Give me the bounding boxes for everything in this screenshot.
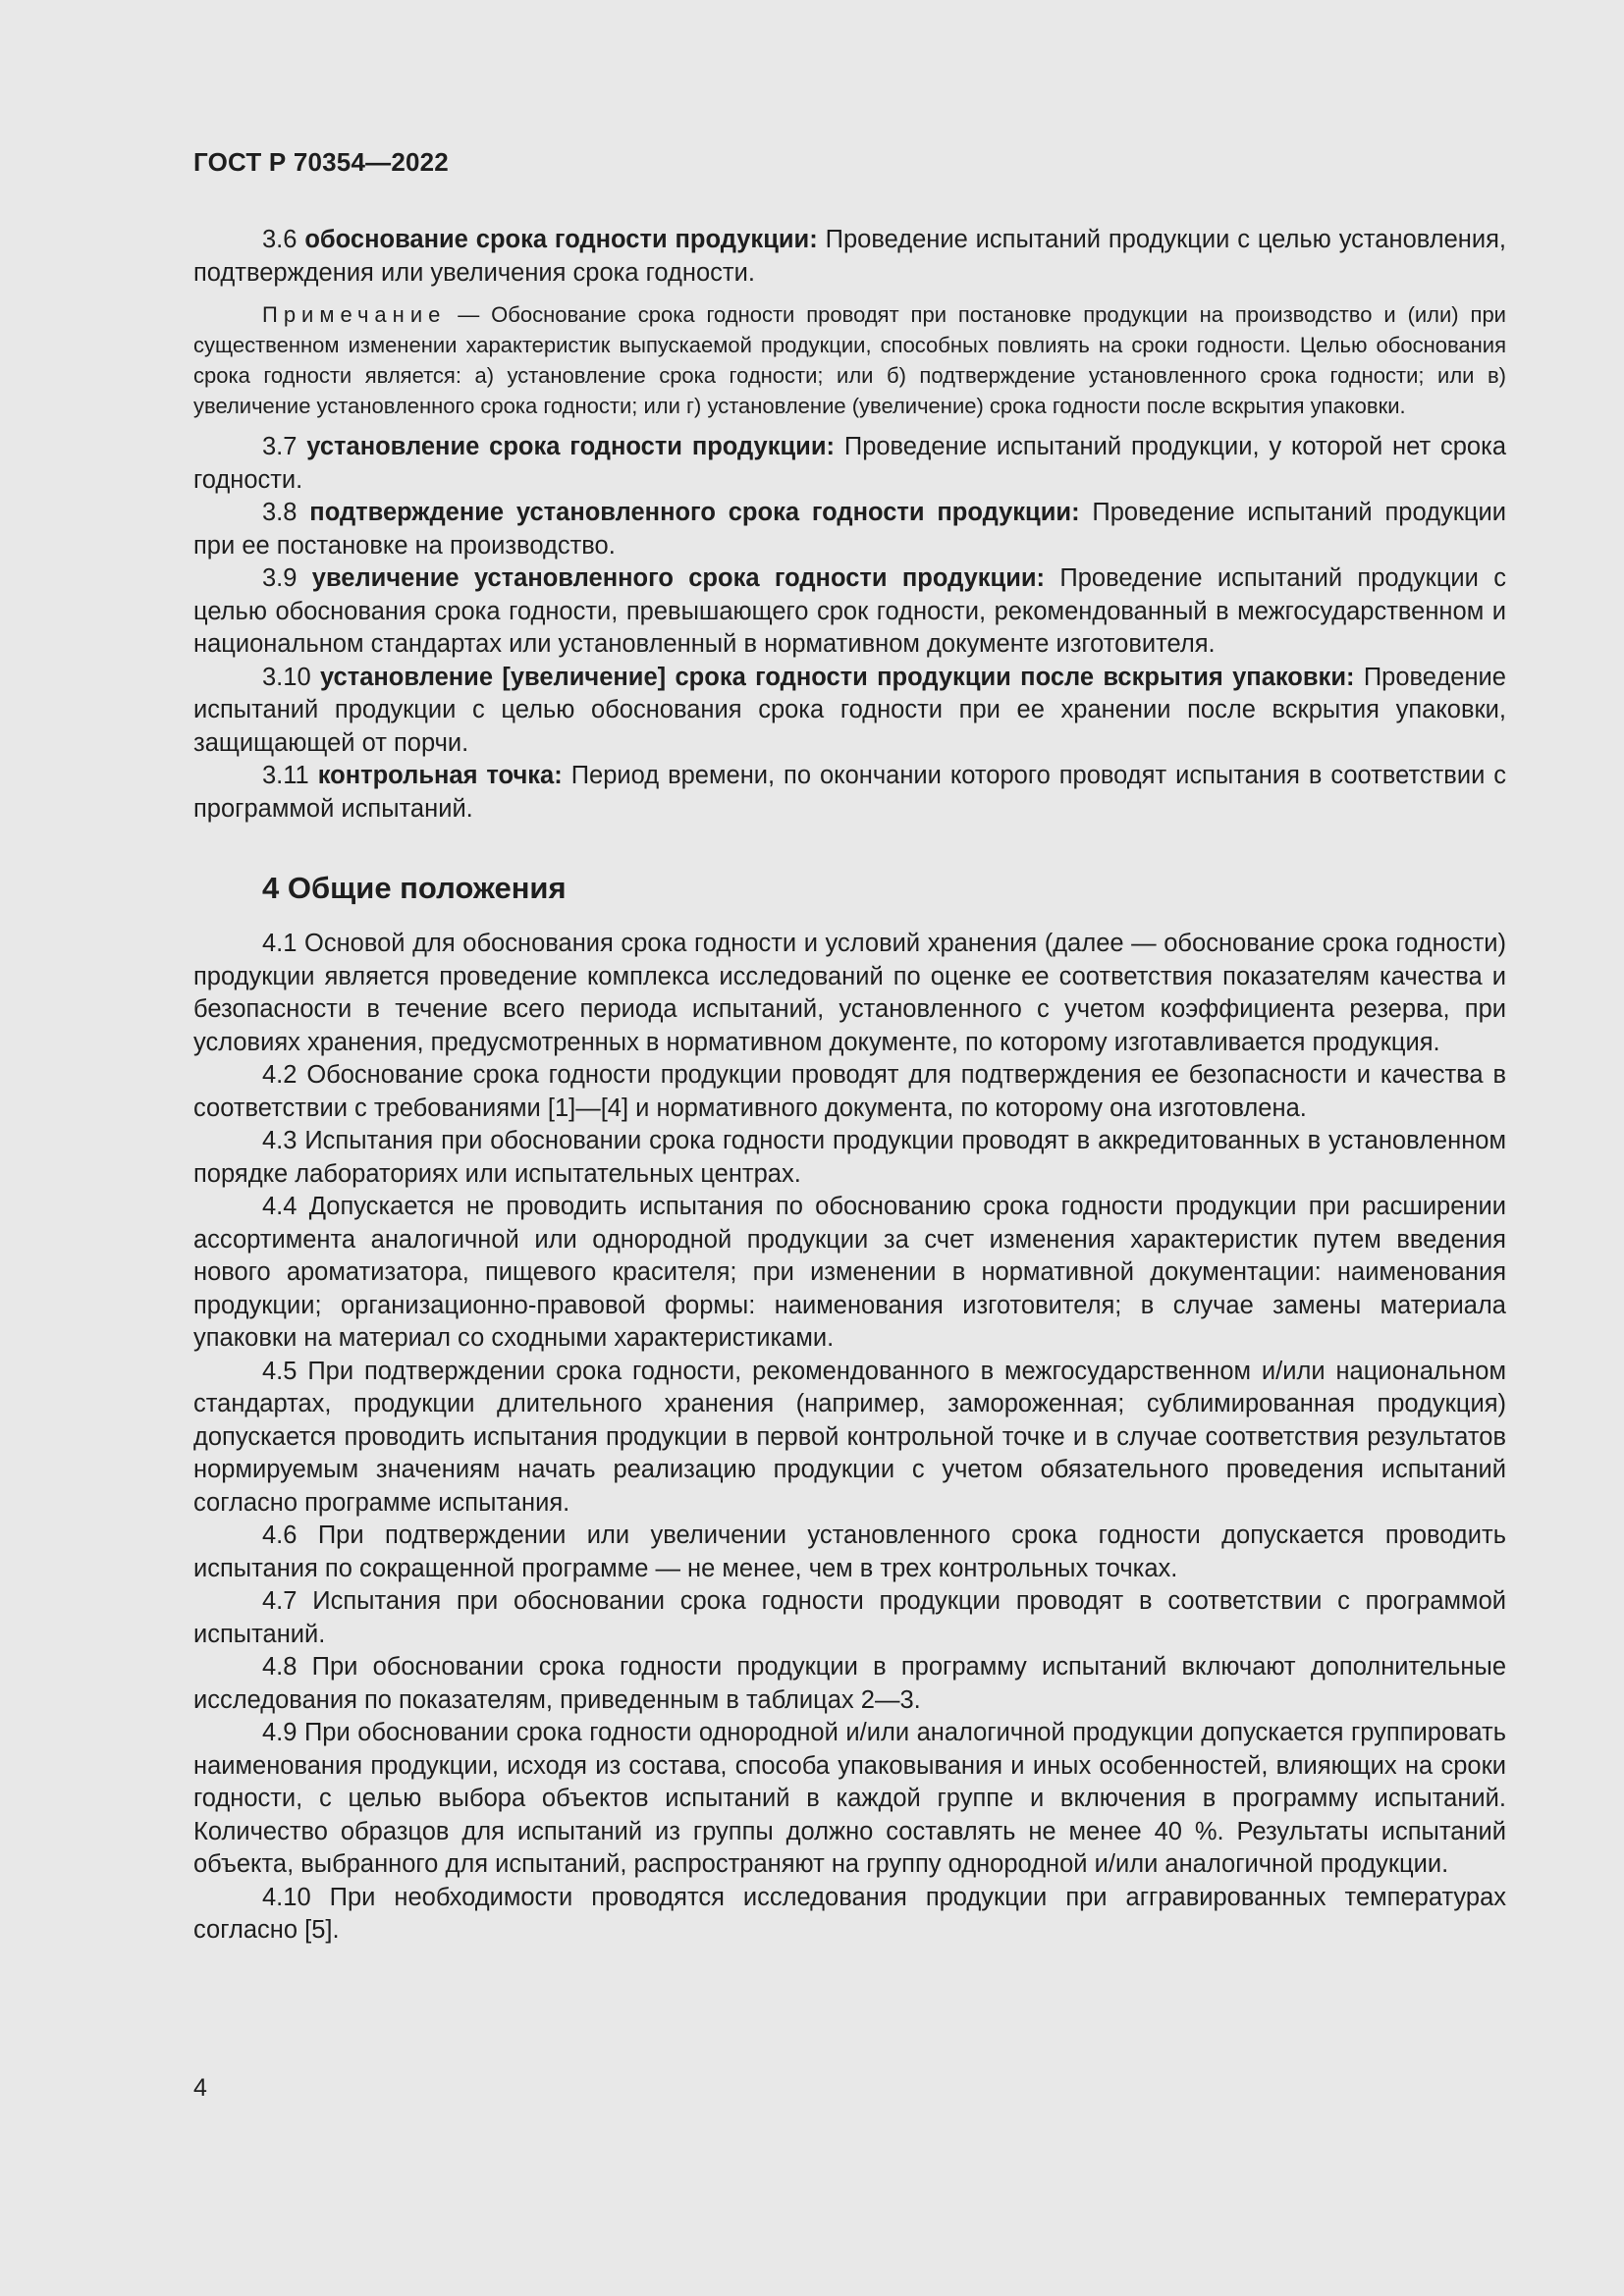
term-title: установление срока годности продукции: (306, 433, 836, 460)
term-definition: Проведение испытаний продукции с целью обоснования срока годности, превышающего срок годности, рекомендованный в межгосударственном и национальном стандартах или установленный в нормативном документе изготовителя. (193, 564, 1506, 658)
term-number: 3.9 (262, 564, 298, 592)
term-paragraph-3-9 (193, 562, 1506, 662)
section-paragraph-4-2: 4.2 Обоснование срока годности продукции проводят для подтверждения ее безопасности и качества в соответствии с требованиями [1]—[4] и нормативного документа, по которому она изготовлена. (193, 1061, 1506, 1122)
term-paragraph-3-6 (193, 224, 1506, 290)
term-definition: Период времени, по окончании которого проводят испытания в соответствии с программой испытаний. (193, 762, 1507, 823)
section-heading: 4 Общие положения (262, 871, 567, 905)
term-title: контрольная точка: (317, 762, 563, 789)
section-paragraph-4-1: 4.1 Основой для обоснования срока годности и условий хранения (далее — обоснование срока годности) продукции является проведение комплекса исследований по оценке ее соответствия показателям качества и безопасности в течение всего периода испытаний, установленного с учетом коэффициента резерва, при условиях хранения, предусмотренных в нормативном документе, по которому изготавливается продукция. (193, 930, 1506, 1056)
section-paragraph-4-7: 4.7 Испытания при обосновании срока годности продукции проводят в соответствии с программой испытаний. (193, 1587, 1506, 1648)
term-number: 3.11 (262, 762, 309, 789)
term-title: увеличение установленного срока годности продукции: (311, 564, 1046, 592)
section-paragraph-4-10: 4.10 При необходимости проводятся исследования продукции при аггравированных температурах согласно [5]. (193, 1883, 1506, 1944)
term-title: установление [увеличение] срока годности продукции после вскрытия упаковки: (319, 663, 1355, 691)
term-number: 3.10 (262, 663, 311, 691)
term-title: обоснование срока годности продукции: (304, 226, 818, 253)
term-title: подтверждение установленного срока годности продукции: (309, 499, 1080, 526)
note-text: Обоснование срока годности проводят при постановке продукции на производство и (или) при существенном изменении характеристик выпускаемой продукции, способных повлиять на сроки годности. Целью обоснования срока годности является: а) установление срока годности; или б) подтверждение установленного срока годности; или в) увеличение установленного срока годности; или г) установление (увеличение) срока годности после вскрытия упаковки. (193, 302, 1506, 418)
term-paragraph-3-8 (193, 497, 1506, 562)
term-number: 3.7 (262, 433, 298, 460)
term-definition: Проведение испытаний продукции с целью установления, подтверждения или увеличения срока годности. (193, 226, 1506, 287)
term-number: 3.6 (262, 226, 298, 253)
term-definition: Проведение испытаний продукции, у которой нет срока годности. (193, 433, 1507, 494)
section-paragraph-4-4: 4.4 Допускается не проводить испытания по обоснованию срока годности продукции при расширении ассортимента аналогичной или однородной продукции за счет изменения характеристик путем введения нового ароматизатора, пищевого красителя; при изменении в нормативной документации: наименования продукции; организационно-правовой формы: наименования изготовителя; в случае замены материала упаковки на материал со сходными характеристиками. (193, 1193, 1506, 1352)
section-paragraph-4-8: 4.8 При обосновании срока годности продукции в программу испытаний включают дополнительные исследования по показателям, приведенным в таблицах 2—3. (193, 1653, 1506, 1714)
term-paragraph-3-7 (193, 431, 1506, 497)
term-definition: Проведение испытаний продукции с целью обоснования срока годности при ее хранении после вскрытия упаковки, защищающей от порчи. (193, 663, 1506, 757)
note-paragraph (193, 299, 1506, 421)
note-label: Примечание (262, 302, 447, 327)
term-definition: Проведение испытаний продукции при ее постановке на производство. (193, 499, 1506, 560)
document-header-title: ГОСТ Р 70354—2022 (193, 147, 449, 177)
section-paragraph-4-5: 4.5 При подтверждении срока годности, рекомендованного в межгосударственном и/или национальном стандартах, продукции длительного хранения (например, замороженная; сублимированная продукция) допускается проводить испытания продукции в первой контрольной точке и в случае соответствия результатов нормируемым значениям начать реализацию продукции с учетом обязательного проведения испытаний согласно программе испытания. (193, 1357, 1506, 1517)
term-paragraph-3-10 (193, 662, 1506, 761)
term-number: 3.8 (262, 499, 298, 526)
section-paragraph-4-3: 4.3 Испытания при обосновании срока годности продукции проводят в аккредитованных в установленном порядке лабораториях или испытательных центрах. (193, 1127, 1506, 1188)
section-paragraph-4-6: 4.6 При подтверждении или увеличении установленного срока годности допускается проводить испытания по сокращенной программе — не менее, чем в трех контрольных точках. (193, 1522, 1506, 1582)
page-number: 4 (193, 2074, 207, 2102)
section-paragraph-4-9: 4.9 При обосновании срока годности однородной и/или аналогичной продукции допускается группировать наименования продукции, исходя из состава, способа упаковывания и иных особенностей, влияющих на сроки годности, с целью выбора объектов испытаний в каждой группе и включения в программу испытаний. Количество образцов для испытаний из группы должно составлять не менее 40 %. Результаты испытаний объекта, выбранного для испытаний, распространяют на группу однородной и/или аналогичной продукции. (193, 1719, 1506, 1878)
note-dash: — (458, 302, 480, 327)
document-body (193, 224, 1506, 1948)
term-paragraph-3-11 (193, 760, 1506, 826)
